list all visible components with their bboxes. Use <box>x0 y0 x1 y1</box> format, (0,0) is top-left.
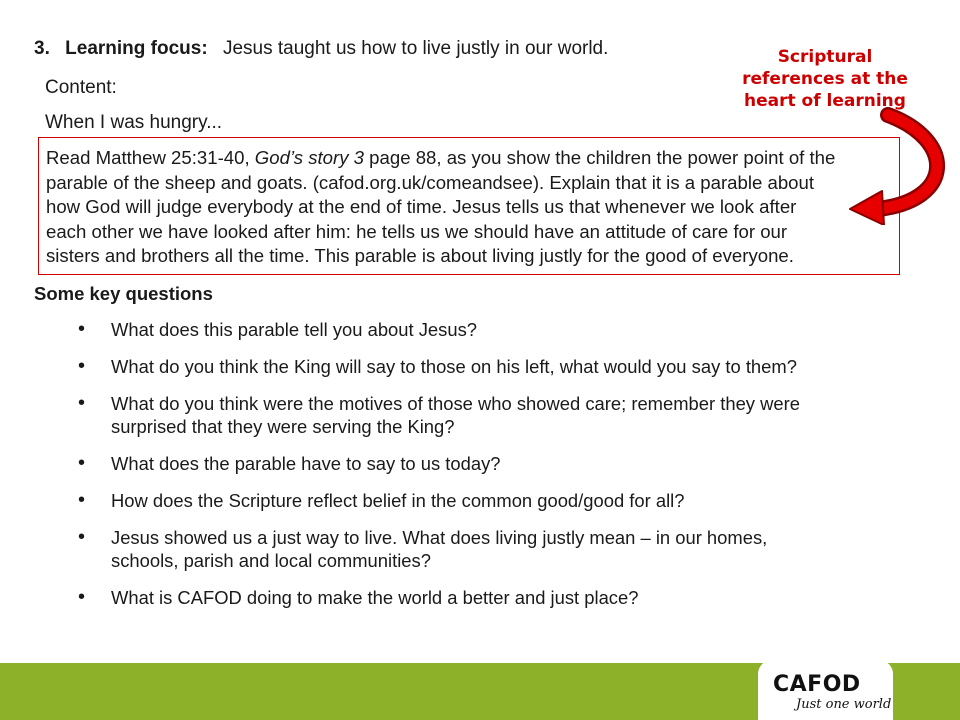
bullet-icon: • <box>78 586 86 608</box>
bullet-icon: • <box>78 526 86 548</box>
callout-text <box>728 46 922 112</box>
content-label: Content: <box>45 77 117 98</box>
cafod-logo: CAFOD <box>773 672 861 697</box>
list-item <box>78 586 878 609</box>
question-text: What does the parable have to say to us today? <box>111 453 501 474</box>
passage-line: sisters and brothers all the time. This parable is about living justly for the good of everyone. <box>46 245 794 266</box>
list-item <box>78 318 878 341</box>
list-item <box>78 489 878 512</box>
key-questions-title: Some key questions <box>34 283 213 304</box>
bullet-icon: • <box>78 392 86 414</box>
section-heading <box>34 38 608 60</box>
bullet-icon: • <box>78 355 86 377</box>
question-text: What is CAFOD doing to make the world a better and just place? <box>111 587 639 608</box>
passage-text-part: Read Matthew 25:31-40, <box>46 147 255 168</box>
question-text: surprised that they were serving the King? <box>111 416 455 437</box>
passage-line: how God will judge everybody at the end of time. Jesus tells us that whenever we look after <box>46 196 797 217</box>
section-number: 3. <box>34 38 50 59</box>
question-text: What do you think the King will say to those on his left, what would you say to them? <box>111 356 797 377</box>
logo-tagline: Just one world <box>796 697 892 712</box>
callout-line: heart of learning <box>744 91 906 111</box>
passage-text <box>46 146 901 269</box>
question-text: schools, parish and local communities? <box>111 550 431 571</box>
list-item <box>78 355 878 378</box>
subheading: When I was hungry... <box>45 112 223 133</box>
bullet-icon: • <box>78 489 86 511</box>
question-text: What does this parable tell you about Jesus? <box>111 319 477 340</box>
bullet-icon: • <box>78 452 86 474</box>
curved-arrow-icon <box>820 105 950 225</box>
callout-line: references at the <box>742 69 908 89</box>
callout-line: Scriptural <box>777 47 873 67</box>
list-item <box>78 452 878 475</box>
section-title: Jesus taught us how to live justly in our world. <box>222 38 609 59</box>
question-list <box>78 318 878 609</box>
passage-line <box>46 146 901 171</box>
passage-text-part: page 88, as you show the children the power point of the <box>364 147 836 168</box>
list-item <box>78 526 878 572</box>
book-title: God’s story 3 <box>254 147 364 168</box>
list-item <box>78 392 878 438</box>
bullet-icon: • <box>78 318 86 340</box>
question-text: What do you think were the motives of those who showed care; remember they were <box>111 393 800 414</box>
question-text: Jesus showed us a just way to live. What does living justly mean – in our homes, <box>111 527 768 548</box>
passage-line: each other we have looked after him: he tells us we should have an attitude of care for our <box>46 220 788 242</box>
section-label: Learning focus: <box>65 38 208 59</box>
passage-line: parable of the sheep and goats. (cafod.org.uk/comeandsee). Explain that it is a parable about <box>46 171 815 193</box>
question-text: How does the Scripture reflect belief in the common good/good for all? <box>111 490 685 511</box>
